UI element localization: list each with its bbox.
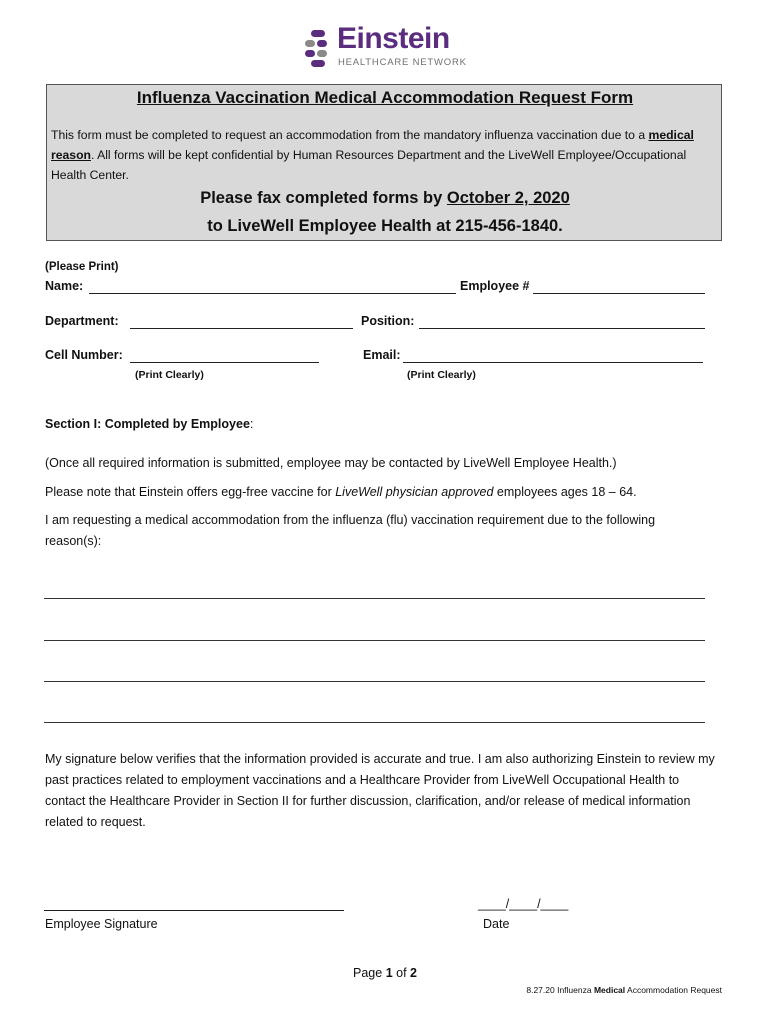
position-label: Position: <box>361 314 415 328</box>
department-field[interactable] <box>130 328 353 329</box>
position-field[interactable] <box>419 328 705 329</box>
print-clearly-cell: (Print Clearly) <box>135 369 204 381</box>
date-label: Date <box>483 917 510 931</box>
egg-note-part2: employees ages 18 – 64. <box>493 485 637 499</box>
einstein-logo <box>305 22 475 72</box>
logo-mark-icon <box>305 30 329 68</box>
request-text: I am requesting a medical accommodation from the influenza (flu) vaccination requirement due to the following reason(s): <box>45 513 656 548</box>
contact-note: (Once all required information is submitted, employee may be contacted by LiveWell Employee Health.) <box>45 456 617 470</box>
attestation-text: My signature below verifies that the information provided is accurate and true. I am also authorizing Einstein to review my past practices related to employment vaccinations and a Healthcare Provider from LiveWell Occupational Health to contact the Healthcare Provider in Section II for further discussion, clarification, and/or release of medical information related to request. <box>45 752 715 829</box>
intro-emphasis: medical reason <box>51 128 694 162</box>
reason-line-2[interactable] <box>44 640 705 641</box>
page-total: 2 <box>410 966 417 980</box>
name-label: Name: <box>45 279 84 293</box>
egg-note-italic: LiveWell physician approved <box>335 485 494 499</box>
employee-signature-field[interactable] <box>44 910 344 911</box>
section-1-heading <box>45 417 253 431</box>
email-label: Email: <box>363 348 401 362</box>
date-field[interactable]: ____/____/____ <box>478 897 569 911</box>
header-box <box>46 84 722 241</box>
print-clearly-email: (Print Clearly) <box>407 369 476 381</box>
fax-number-line: to LiveWell Employee Health at 215-456-1840. <box>207 217 563 235</box>
intro-text <box>51 125 717 185</box>
document-code <box>526 985 722 995</box>
fax-deadline <box>47 189 723 208</box>
intro-part1: This form must be completed to request an accommodation from the mandatory influenza vaccination due to a <box>51 128 649 142</box>
employee-signature-label: Employee Signature <box>45 917 158 931</box>
reason-line-1[interactable] <box>44 598 705 599</box>
page-prefix: Page <box>353 966 386 980</box>
logo-subtitle: HEALTHCARE NETWORK <box>338 57 467 68</box>
please-print-note: (Please Print) <box>45 261 119 273</box>
page-number <box>0 966 770 980</box>
egg-free-note <box>45 482 637 503</box>
department-label: Department: <box>45 314 119 328</box>
employee-number-label: Employee # <box>460 279 530 293</box>
page-current: 1 <box>385 966 393 980</box>
fax-prefix: Please fax completed forms by <box>200 189 447 207</box>
employee-number-field[interactable] <box>533 293 705 294</box>
intro-part2: . All forms will be kept confidential by Human Resources Department and the LiveWell Employee/Occupational Health Center. <box>51 148 687 182</box>
doc-code-suffix: Accommodation Request <box>625 985 722 995</box>
doc-code-bold: Medical <box>593 985 626 995</box>
section-1-heading-text: Section I: Completed by Employee <box>45 417 250 431</box>
fax-date: October 2, 2020 <box>446 189 570 207</box>
cell-number-field[interactable] <box>130 362 319 363</box>
cell-number-label: Cell Number: <box>45 348 123 362</box>
logo-wordmark: Einstein <box>337 22 450 55</box>
page-mid: of <box>392 966 411 980</box>
egg-note-part1: Please note that Einstein offers egg-free vaccine for <box>45 485 336 499</box>
reason-line-3[interactable] <box>44 681 705 682</box>
section-1-heading-colon: : <box>249 417 254 431</box>
form-title: Influenza Vaccination Medical Accommodation Request Form <box>136 88 634 107</box>
doc-code-prefix: 8.27.20 Influenza <box>526 985 594 995</box>
email-field[interactable] <box>403 362 703 363</box>
name-field[interactable] <box>89 293 456 294</box>
reason-line-4[interactable] <box>44 722 705 723</box>
